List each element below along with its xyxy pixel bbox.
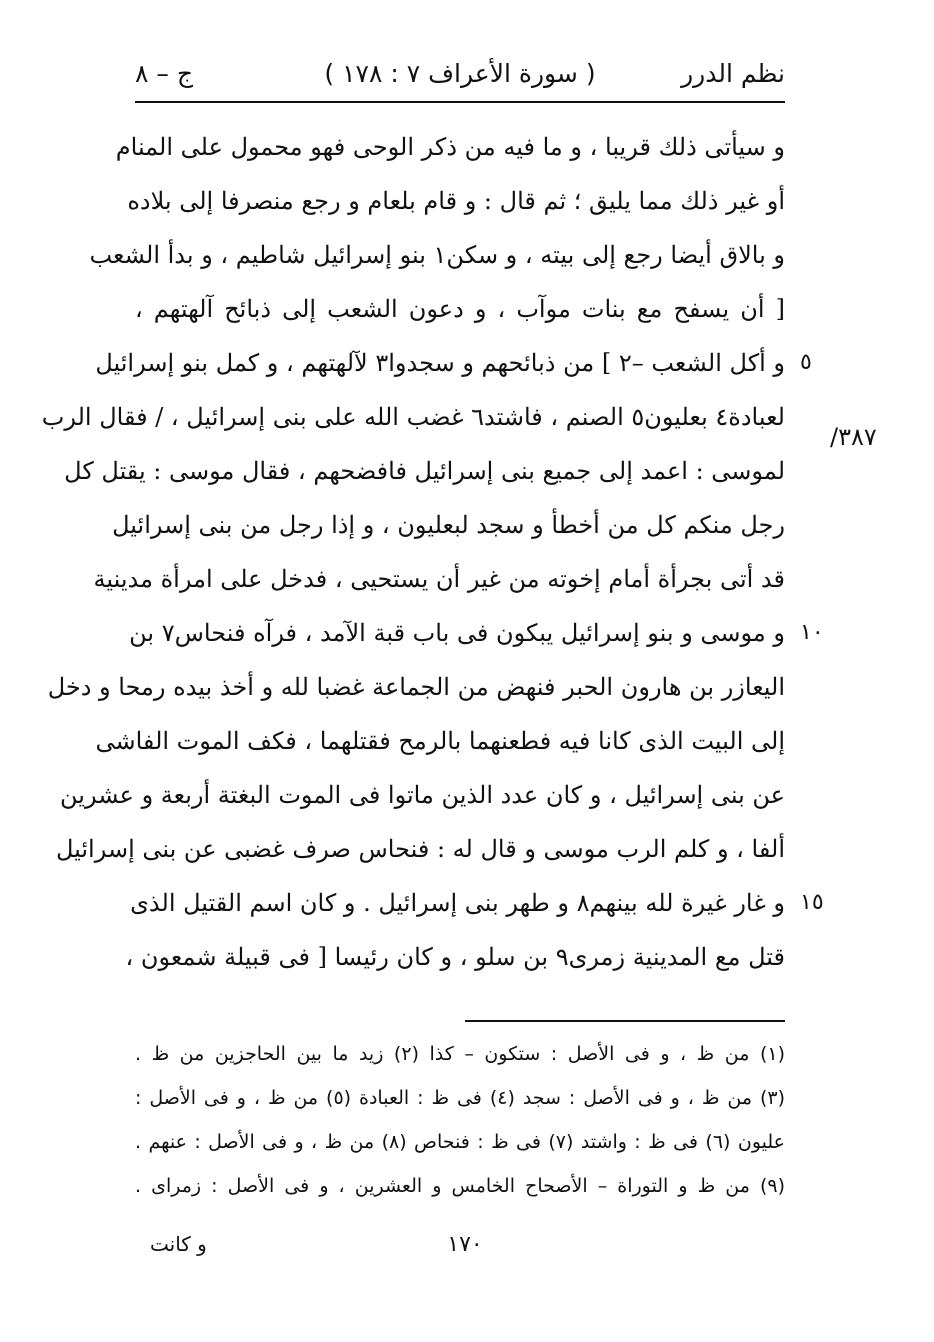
book-title: نظم الدرر — [681, 59, 785, 88]
text-line: [ أن يسفح مع بنات موآب ، و دعون الشعب إلى ذبائح آلهتهم ، — [135, 295, 785, 323]
text-line: و أكل الشعب –٢ ] من ذبائحهم و سجدوا٣ لآلهتهم ، و كمل بنو إسرائيل — [95, 349, 785, 377]
page-number: ١٧٠ — [447, 1232, 483, 1257]
main-text — [41, 120, 785, 984]
footnote-line: (٩) من ظ و التوراة – الأصحاح الخامس و العشرين ، و فى الأصل : زمراى . — [135, 1175, 785, 1197]
footnote-rule — [465, 1020, 785, 1022]
running-header — [135, 52, 785, 96]
text-line: ألفا ، و كلم الرب موسى و قال له : فنحاس صرف غضبى عن بنى إسرائيل — [55, 835, 785, 863]
line-number-15: ١٥ — [800, 890, 824, 915]
volume-number: ج – ٨ — [135, 59, 193, 88]
text-line: لعبادة٤ بعليون٥ الصنم ، فاشتد٦ غضب الله على بنى إسرائيل ، / فقال الرب — [41, 403, 785, 431]
text-line: عن بنى إسرائيل ، و كان عدد الذين ماتوا فى الموت البغتة أربعة و عشرين — [60, 781, 785, 809]
text-line: لموسى : اعمد إلى جميع بنى إسرائيل فافضحهم ، فقال موسى : يقتل كل — [64, 457, 785, 485]
catchword: و كانت — [150, 1232, 207, 1256]
text-line: و سيأتى ذلك قريبا ، و ما فيه من ذكر الوحى فهو محمول على المنام — [115, 133, 785, 161]
line-number-10: ١٠ — [800, 620, 824, 645]
surah-reference: ( سورة الأعراف ٧ : ١٧٨ ) — [324, 59, 596, 88]
text-line: رجل منكم كل من أخطأ و سجد لبعليون ، و إذا رجل من بنى إسرائيل — [112, 511, 785, 539]
footnotes — [135, 1032, 785, 1208]
header-rule — [135, 101, 785, 103]
text-line: قد أتى بجرأة أمام إخوته من غير أن يستحيى ، فدخل على امرأة مدينية — [93, 565, 785, 593]
text-line: و غار غيرة لله بينهم٨ و طهر بنى إسرائيل . و كان اسم القتيل الذى — [130, 889, 785, 917]
text-line: و بالاق أيضا رجع إلى بيته ، و سكن١ بنو إسرائيل شاطيم ، و بدأ الشعب — [89, 241, 785, 269]
manuscript-folio-marker: ٣٨٧/ — [830, 423, 877, 451]
text-line: قتل مع المدينية زمرى٩ بن سلو ، و كان رئيسا [ فى قبيلة شمعون ، — [125, 943, 785, 971]
text-line: اليعازر بن هارون الحبر فنهض من الجماعة غضبا لله و أخذ بيده رمحا و دخل — [47, 673, 785, 701]
footnote-line: (٣) من ظ ، و فى الأصل : سجد (٤) فى ظ : العبادة (٥) من ظ ، و فى الأصل : — [135, 1087, 785, 1109]
line-number-5: ٥ — [800, 350, 812, 375]
footnote-line: عليون (٦) فى ظ : واشتد (٧) فى ظ : فنحاص (٨) من ظ ، و فى الأصل : عنهم . — [135, 1131, 785, 1153]
footnote-line: (١) من ظ ، و فى الأصل : ستكون – كذا (٢) زيد ما بين الحاجزين من ظ . — [135, 1043, 785, 1065]
text-line: أو غير ذلك مما يليق ؛ ثم قال : و قام بلعام و رجع منصرفا إلى بلاده — [127, 187, 785, 215]
text-line: إلى البيت الذى كانا فيه فطعنهما بالرمح فقتلهما ، فكف الموت الفاشى — [95, 727, 785, 755]
text-line: و موسى و بنو إسرائيل يبكون فى باب قبة الآمد ، فرآه فنحاس٧ بن — [129, 619, 785, 647]
